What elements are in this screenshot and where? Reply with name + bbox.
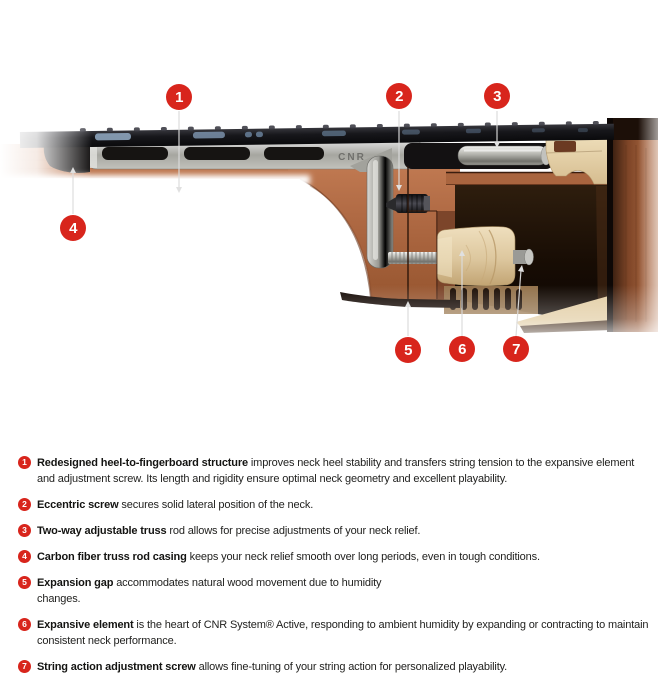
cnr-engraving: CNR <box>338 152 366 163</box>
callout-2 <box>386 83 412 109</box>
threaded-rod <box>388 252 442 264</box>
legend-text-2 <box>37 497 313 513</box>
callout-7 <box>503 336 529 362</box>
legend-item-4 <box>18 549 660 565</box>
callout-1-number: 1 <box>175 88 183 106</box>
callout-2-number: 2 <box>395 87 403 105</box>
legend-bullet-2 <box>18 498 31 511</box>
truss-anchor-arm <box>367 156 393 268</box>
legend-bullet-4-number: 4 <box>22 551 27 562</box>
legend <box>0 455 660 685</box>
legend-item-3 <box>18 523 660 539</box>
legend-item-1 <box>18 455 660 487</box>
heel-to-fingerboard-structure <box>88 141 420 268</box>
callout-5-number: 5 <box>404 341 412 359</box>
legend-text-5 <box>37 575 417 607</box>
legend-bullet-1 <box>18 456 31 469</box>
legend-bullet-3 <box>18 524 31 537</box>
legend-bullet-4 <box>18 550 31 563</box>
legend-item-6 <box>18 617 660 649</box>
legend-term-3: Two-way adjustable truss <box>37 525 167 537</box>
legend-desc-7: allows fine-tuning of your string action for personalized playability. <box>195 661 508 673</box>
legend-term-7: String action adjustment screw <box>37 661 196 673</box>
legend-item-7 <box>18 659 660 675</box>
legend-bullet-5-number: 5 <box>22 577 27 588</box>
legend-term-5: Expansion gap <box>37 577 114 589</box>
legend-item-5 <box>18 575 660 607</box>
legend-text-4 <box>37 549 540 565</box>
callout-5 <box>395 337 421 363</box>
legend-bullet-2-number: 2 <box>22 499 27 510</box>
callout-3-number: 3 <box>493 87 501 105</box>
callout-4-number: 4 <box>69 219 77 237</box>
callout-3 <box>484 83 510 109</box>
legend-desc-3: rod allows for precise adjustments of your neck relief. <box>166 525 421 537</box>
legend-bullet-7-number: 7 <box>22 661 27 672</box>
legend-bullet-5 <box>18 576 31 589</box>
callout-1 <box>166 84 192 110</box>
legend-term-1: Redesigned heel-to-fingerboard structure <box>37 457 248 469</box>
bottom-fade <box>0 285 672 360</box>
legend-text-7 <box>37 659 507 675</box>
expansive-element <box>437 227 515 286</box>
legend-bullet-6-number: 6 <box>22 619 27 630</box>
legend-term-2: Eccentric screw <box>37 499 119 511</box>
callout-4 <box>60 215 86 241</box>
legend-item-2 <box>18 497 660 513</box>
legend-desc-5: accommodates natural wood movement due to humidity changes. <box>37 577 382 605</box>
legend-bullet-1-number: 1 <box>22 457 27 468</box>
legend-bullet-6 <box>18 618 31 631</box>
legend-desc-6: is the heart of CNR System® Active, responding to ambient humidity by expanding or contracting to maintain consistent neck performance. <box>37 619 649 647</box>
legend-desc-2: secures solid lateral position of the neck. <box>118 499 314 511</box>
legend-desc-4: keeps your neck relief smooth over long periods, even in tough conditions. <box>186 551 540 563</box>
legend-bullet-3-number: 3 <box>22 525 27 536</box>
legend-desc-1: improves neck heel stability and transfers string tension to the expansive element and adjustment screw. Its length and rigidity ensure optimal neck geometry and excellent playability. <box>37 457 635 485</box>
legend-term-4: Carbon fiber truss rod casing <box>37 551 187 563</box>
legend-text-3 <box>37 523 420 539</box>
legend-bullet-7 <box>18 660 31 673</box>
truss-rod <box>458 146 551 165</box>
legend-term-6: Expansive element <box>37 619 134 631</box>
string-action-adjustment-screw <box>513 249 534 265</box>
legend-text-6 <box>37 617 649 649</box>
legend-text-1 <box>37 455 649 487</box>
callout-6-number: 6 <box>458 340 466 358</box>
callout-6 <box>449 336 475 362</box>
callout-7-number: 7 <box>512 340 520 358</box>
